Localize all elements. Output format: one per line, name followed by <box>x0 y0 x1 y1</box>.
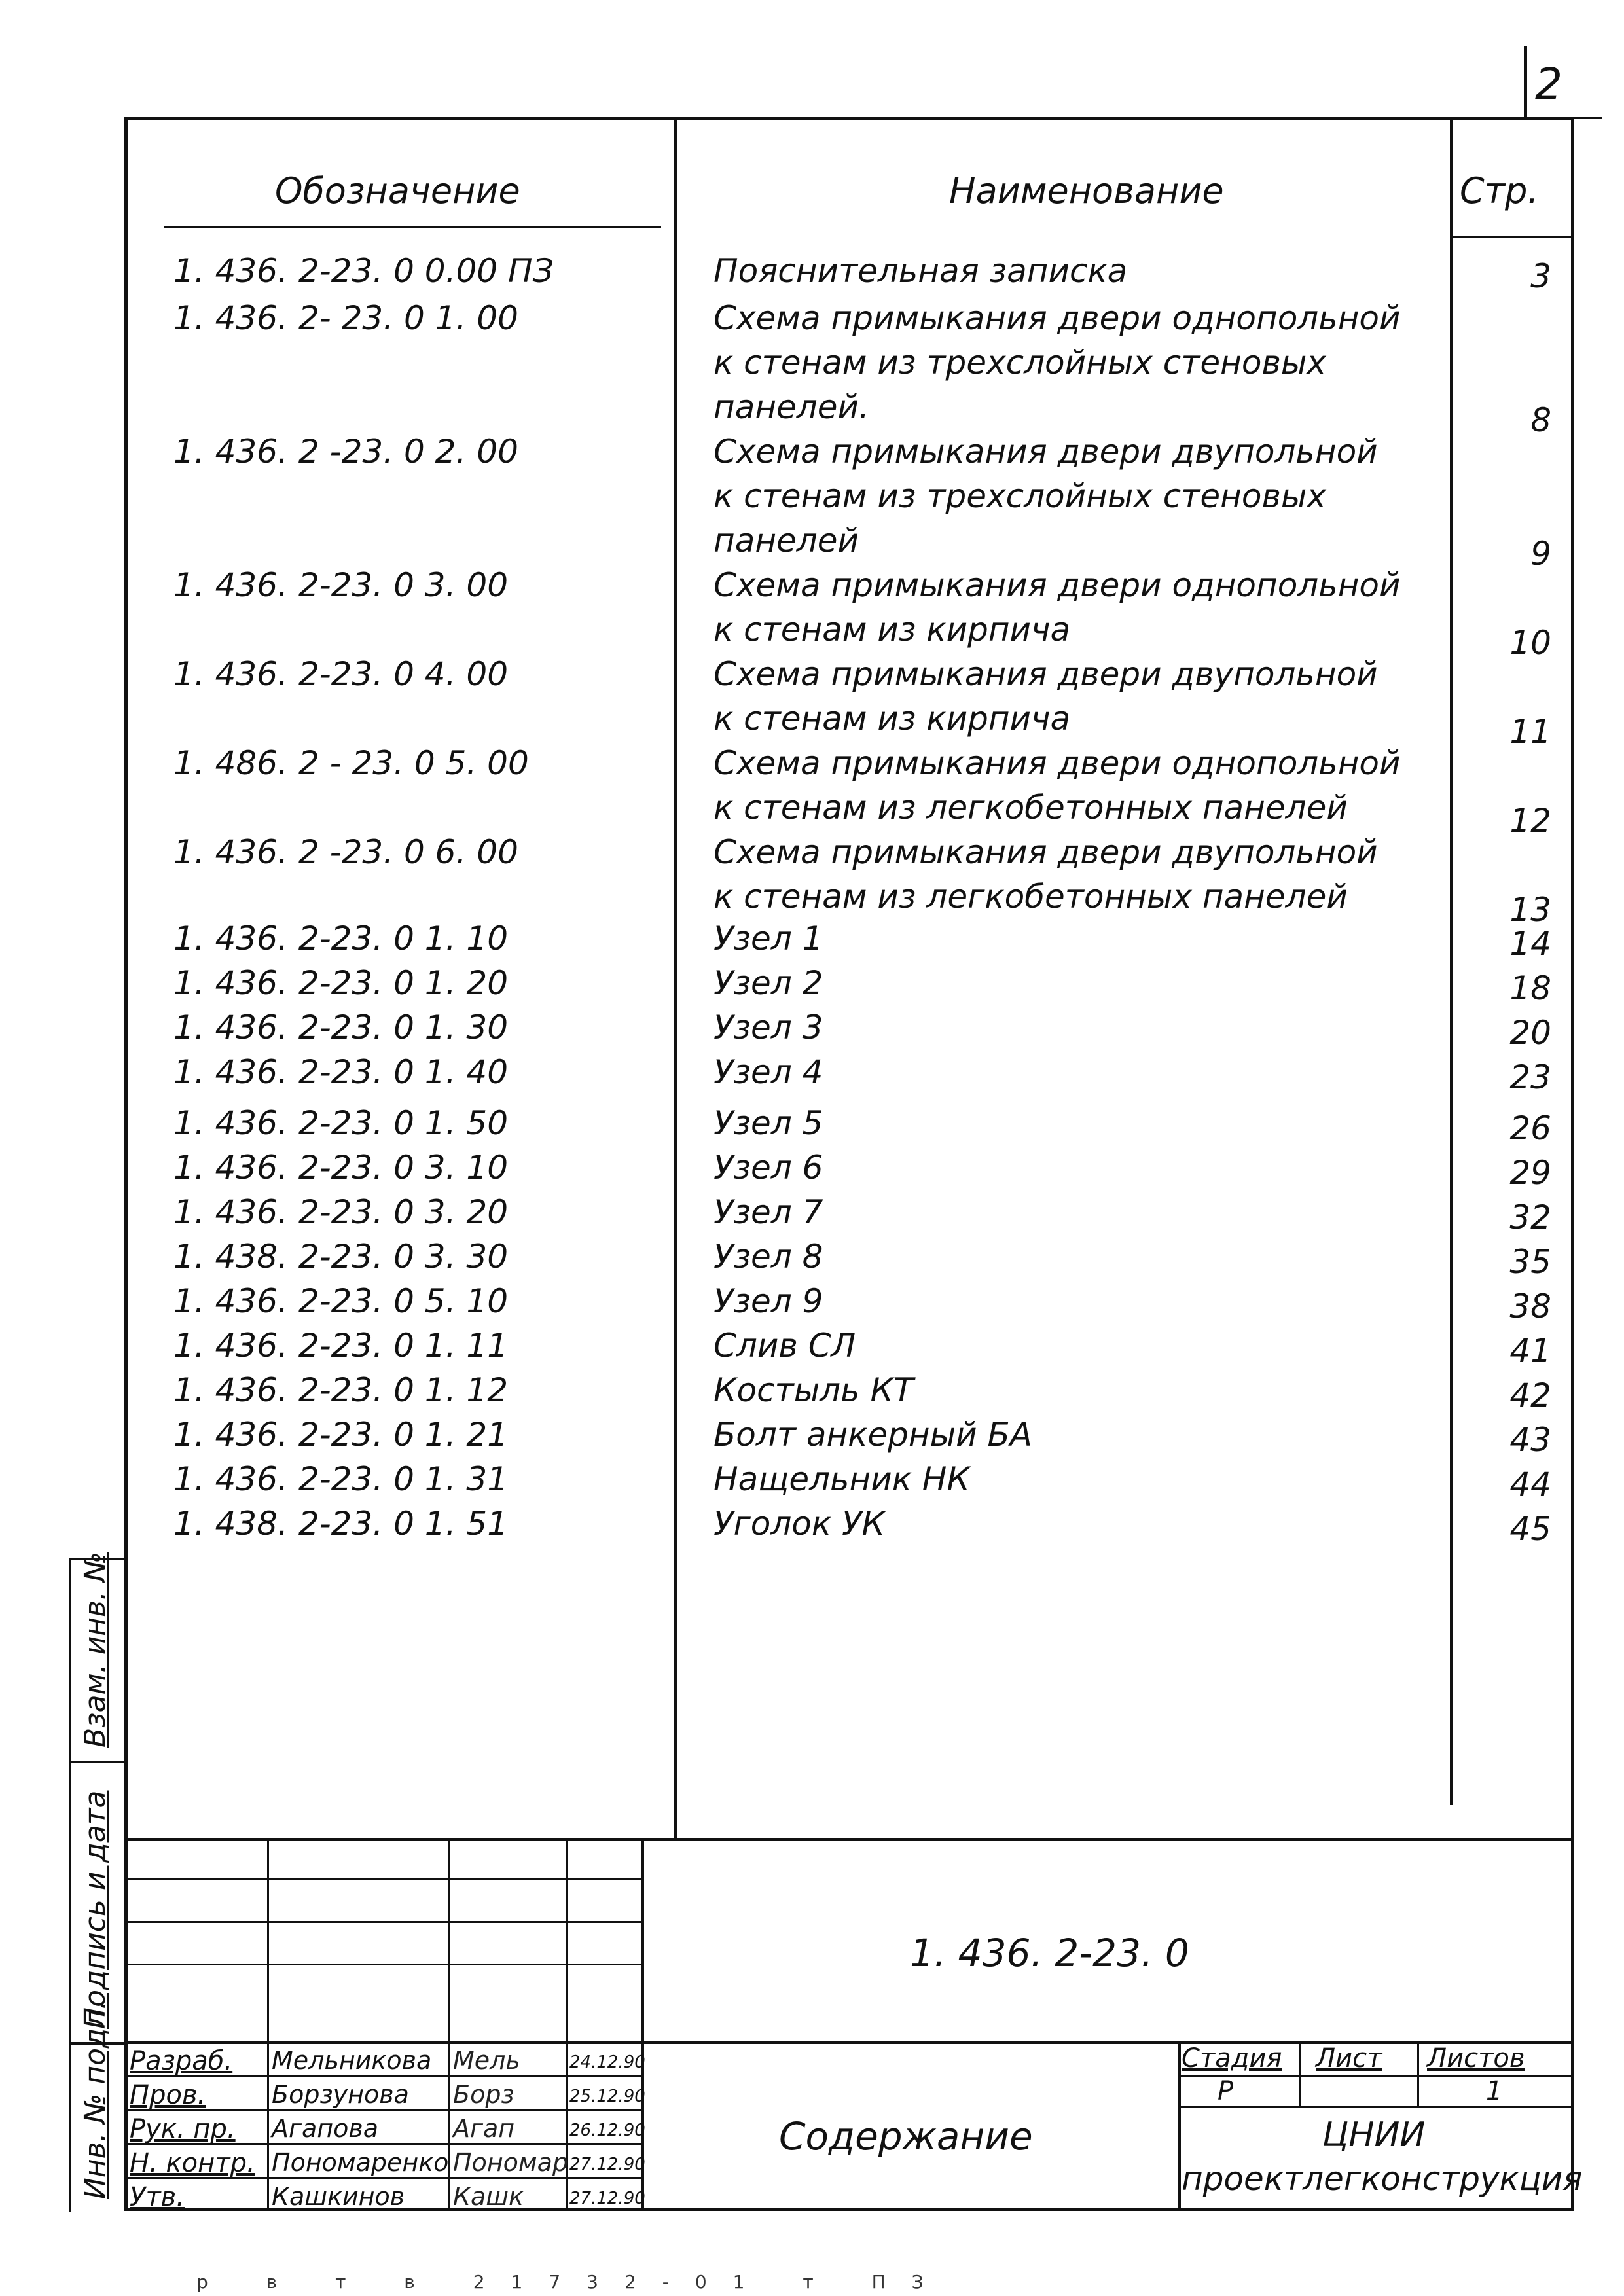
row-page-number: 44 <box>1509 1465 1551 1503</box>
row-name-line: к стенам из легкобетонных панелей <box>713 878 1348 916</box>
row-page-number: 12 <box>1509 802 1551 840</box>
row-page-number: 42 <box>1509 1376 1551 1414</box>
row-name-line: к стенам из кирпича <box>713 611 1071 649</box>
signer-role: Пров. <box>130 2080 206 2110</box>
row-name-line: Схема примыкания двери двупольной <box>713 433 1378 471</box>
tb-stage-row-1 <box>1178 2075 1574 2077</box>
row-name-line: Узел 3 <box>713 1009 823 1047</box>
signer-role: Разраб. <box>130 2046 233 2076</box>
row-name-line: Узел 8 <box>713 1238 823 1276</box>
sign-date: 24.12.90 <box>569 2053 645 2072</box>
row-designation: 1. 486. 2 - 23. 0 5. 00 <box>173 744 529 782</box>
sign-date: 26.12.90 <box>569 2121 645 2140</box>
row-name-line: панелей <box>713 522 859 560</box>
sheet-label: Лист <box>1316 2043 1382 2073</box>
tb-stage-col-3 <box>1417 2041 1419 2106</box>
row-designation: 1. 436. 2-23. 0 1. 20 <box>173 964 509 1002</box>
tb-stage-col-1 <box>1178 2041 1181 2211</box>
sign-date: 27.12.90 <box>569 2155 645 2174</box>
row-name-line: Узел 4 <box>713 1053 823 1091</box>
tb-col-1 <box>267 1838 269 2211</box>
header-underline-right <box>1450 236 1574 238</box>
row-name-line: Схема примыкания двери двупольной <box>713 833 1378 871</box>
sheets-label: Листов <box>1427 2043 1525 2073</box>
row-page-number: 35 <box>1509 1243 1551 1281</box>
side-stamp-replace-inv: Взам. инв. № <box>79 1552 112 1748</box>
row-page-number: 43 <box>1509 1421 1551 1459</box>
row-designation: 1. 436. 2 -23. 0 6. 00 <box>173 833 518 871</box>
row-name-line: Узел 5 <box>713 1104 823 1142</box>
header-page: Стр. <box>1460 170 1539 211</box>
row-page-number: 13 <box>1509 891 1551 929</box>
signer-signature: Кашк <box>453 2182 524 2211</box>
row-designation: 1. 436. 2-23. 0 1. 31 <box>173 1460 509 1498</box>
row-designation: 1. 436. 2- 23. 0 1. 00 <box>173 299 518 337</box>
row-page-number: 32 <box>1509 1198 1551 1236</box>
row-name-line: Схема примыкания двери двупольной <box>713 655 1378 693</box>
row-name-line: Узел 2 <box>713 964 823 1002</box>
bottom-cropped-text: р в т в 21732-01 т ПЗ <box>196 2271 950 2293</box>
signer-name: Мельникова <box>272 2046 432 2075</box>
side-stamp-border <box>69 1558 71 2212</box>
row-name-line: Нащельник НК <box>713 1460 970 1498</box>
side-stamp-sep-2 <box>69 1761 124 1763</box>
signer-signature: Пономар <box>453 2148 568 2177</box>
tb-col-2 <box>448 1838 450 2211</box>
signer-role: Н. контр. <box>130 2148 255 2178</box>
tb-stage-row-2 <box>1178 2106 1574 2108</box>
title-block-top <box>124 1838 1574 1841</box>
stage-value: Р <box>1218 2076 1234 2106</box>
row-designation: 1. 436. 2-23. 0 0.00 ПЗ <box>173 252 554 290</box>
column-divider-code-name <box>674 117 677 1838</box>
row-name-line: Схема примыкания двери однопольной <box>713 299 1401 337</box>
row-page-number: 10 <box>1509 624 1551 662</box>
row-page-number: 38 <box>1509 1287 1551 1325</box>
tb-row-2 <box>124 1921 641 1923</box>
row-designation: 1. 436. 2-23. 0 1. 21 <box>173 1416 509 1454</box>
header-designation: Обозначение <box>275 170 520 211</box>
row-name-line: Слив СЛ <box>713 1327 856 1365</box>
row-designation: 1. 436. 2-23. 0 1. 10 <box>173 920 509 958</box>
signer-signature: Мель <box>453 2046 520 2075</box>
sheets-value: 1 <box>1486 2076 1503 2106</box>
row-name-line: к стенам из легкобетонных панелей <box>713 789 1348 827</box>
column-divider-name-page <box>1450 117 1453 1805</box>
page-number: 2 <box>1535 59 1562 109</box>
row-page-number: 11 <box>1509 713 1551 751</box>
sign-date: 27.12.90 <box>569 2189 645 2208</box>
row-name-line: Костыль КТ <box>713 1371 914 1409</box>
row-name-line: к стенам из трехслойных стеновых <box>713 477 1326 515</box>
row-designation: 1. 436. 2 -23. 0 2. 00 <box>173 433 518 471</box>
row-page-number: 18 <box>1509 969 1551 1007</box>
row-page-number: 14 <box>1509 925 1551 963</box>
row-page-number: 26 <box>1509 1109 1551 1147</box>
row-designation: 1. 436. 2-23. 0 3. 00 <box>173 566 509 604</box>
row-name-line: Узел 7 <box>713 1193 823 1231</box>
row-page-number: 20 <box>1509 1014 1551 1052</box>
row-name-line: Узел 9 <box>713 1282 823 1320</box>
row-designation: 1. 436. 2-23. 0 3. 20 <box>173 1193 509 1231</box>
signer-name: Борзунова <box>272 2080 409 2109</box>
row-name-line: Схема примыкания двери однопольной <box>713 566 1401 604</box>
signer-name: Агапова <box>272 2114 379 2143</box>
doc-code: 1. 436. 2-23. 0 <box>910 1931 1189 1975</box>
row-page-number: 9 <box>1530 535 1551 573</box>
row-page-number: 41 <box>1509 1332 1551 1370</box>
org-line-2: проектлегконструкция <box>1182 2160 1583 2198</box>
row-designation: 1. 438. 2-23. 0 3. 30 <box>173 1238 509 1276</box>
row-page-number: 45 <box>1509 1510 1551 1548</box>
tb-row-1 <box>124 1878 641 1880</box>
signer-signature: Борз <box>453 2080 514 2109</box>
stage-label: Стадия <box>1182 2043 1282 2073</box>
row-designation: 1. 436. 2-23. 0 1. 12 <box>173 1371 509 1409</box>
header-underline <box>164 226 661 228</box>
row-designation: 1. 436. 2-23. 0 4. 00 <box>173 655 509 693</box>
doc-title: Содержание <box>779 2114 1033 2159</box>
row-page-number: 23 <box>1509 1058 1551 1096</box>
row-name-line: Узел 6 <box>713 1149 823 1187</box>
row-name-line: Болт анкерный БА <box>713 1416 1032 1454</box>
signer-name: Кашкинов <box>272 2182 405 2211</box>
row-name-line: Пояснительная записка <box>713 252 1128 290</box>
org-line-1: ЦНИИ <box>1322 2115 1426 2155</box>
row-page-number: 3 <box>1530 257 1551 295</box>
side-stamp-inv-orig: Инв. № подл. <box>79 2000 112 2199</box>
row-designation: 1. 436. 2-23. 0 1. 40 <box>173 1053 509 1091</box>
row-name-line: к стенам из кирпича <box>713 700 1071 738</box>
row-name-line: к стенам из трехслойных стеновых <box>713 344 1326 382</box>
row-designation: 1. 438. 2-23. 0 1. 51 <box>173 1505 509 1543</box>
header-name: Наименование <box>949 170 1224 211</box>
row-designation: 1. 436. 2-23. 0 1. 11 <box>173 1327 509 1365</box>
tb-stage-col-2 <box>1299 2041 1301 2106</box>
row-designation: 1. 436. 2-23. 0 5. 10 <box>173 1282 509 1320</box>
row-name-line: панелей. <box>713 388 869 426</box>
signer-name: Пономаренко <box>272 2148 449 2177</box>
row-name-line: Узел 1 <box>713 920 823 958</box>
tb-row-3 <box>124 1964 641 1965</box>
side-stamp-sign-date: Подпись и дата <box>79 1790 112 2029</box>
signer-role: Рук. пр. <box>130 2114 236 2144</box>
row-designation: 1. 436. 2-23. 0 1. 50 <box>173 1104 509 1142</box>
signer-signature: Агап <box>453 2114 515 2143</box>
row-name-line: Схема примыкания двери однопольной <box>713 744 1401 782</box>
row-designation: 1. 436. 2-23. 0 3. 10 <box>173 1149 509 1187</box>
signer-role: Утв. <box>130 2182 185 2212</box>
row-page-number: 29 <box>1509 1154 1551 1192</box>
row-designation: 1. 436. 2-23. 0 1. 30 <box>173 1009 509 1047</box>
page-number-divider <box>1524 46 1527 118</box>
row-page-number: 8 <box>1530 401 1551 439</box>
row-name-line: Уголок УК <box>713 1505 885 1543</box>
sign-date: 25.12.90 <box>569 2087 645 2106</box>
